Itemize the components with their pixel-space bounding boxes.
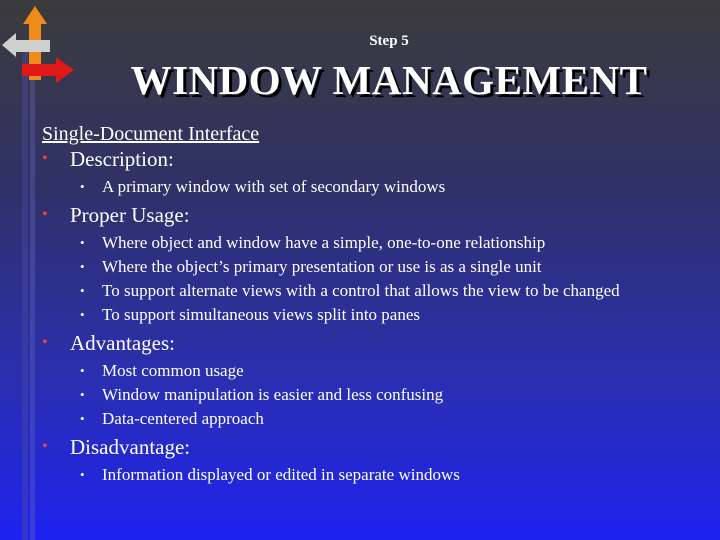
- sub-bullet-list: [42, 178, 692, 195]
- bullet-level1-text: Description:: [70, 147, 174, 171]
- bullet-level2: [42, 178, 692, 195]
- bullet-level2-text: Most common usage: [102, 361, 244, 380]
- bullet-icon: •: [42, 334, 48, 351]
- sub-bullet-icon: •: [80, 179, 85, 194]
- sub-bullet-list: [42, 234, 692, 323]
- bullet-level2-text: Information displayed or edited in separate windows: [102, 465, 460, 484]
- step-label: Step 5: [369, 33, 409, 49]
- bullet-level2-text: To support alternate views with a control that allows the view to be changed: [102, 281, 620, 300]
- left-stripe: [22, 50, 28, 540]
- slide-content: [42, 122, 692, 490]
- bullet-level2-text: Data-centered approach: [102, 409, 264, 428]
- bullet-level2: [42, 466, 692, 483]
- bullet-level2-text: To support simultaneous views split into panes: [102, 305, 421, 324]
- sub-bullet-icon: •: [80, 235, 85, 250]
- bullet-level2: [42, 386, 692, 403]
- sub-bullet-icon: •: [80, 411, 85, 426]
- bullet-level2: [42, 234, 692, 251]
- bullet-level1-text: Proper Usage:: [70, 203, 190, 227]
- bullet-level2: [42, 410, 692, 427]
- bullet-level1-text: Disadvantage:: [70, 435, 191, 459]
- sub-bullet-icon: •: [80, 307, 85, 322]
- sub-bullet-icon: •: [80, 283, 85, 298]
- section-heading: Single-Document Interface: [42, 123, 260, 145]
- bullet-level2-text: Window manipulation is easier and less confusing: [102, 385, 444, 404]
- bullet-level1: [42, 330, 692, 356]
- bullet-level1: [42, 202, 692, 228]
- bullet-icon: •: [42, 206, 48, 223]
- bullet-level2: [42, 362, 692, 379]
- bullet-level1-text: Advantages:: [70, 331, 175, 355]
- slide-title: WINDOW MANAGEMENT: [130, 57, 648, 103]
- bullet-level2-text: Where the object’s primary presentation or use is as a single unit: [102, 257, 542, 276]
- bullet-level1: [42, 146, 692, 172]
- bullet-list: [42, 146, 692, 483]
- bullet-level2: [42, 258, 692, 275]
- bullet-level2-text: A primary window with set of secondary windows: [102, 177, 446, 196]
- bullet-icon: •: [42, 438, 48, 455]
- bullet-icon: •: [42, 150, 48, 167]
- sub-bullet-list: [42, 466, 692, 483]
- sub-bullet-icon: •: [80, 467, 85, 482]
- sub-bullet-icon: •: [80, 387, 85, 402]
- sub-bullet-icon: •: [80, 363, 85, 378]
- bullet-level2-text: Where object and window have a simple, one-to-one relationship: [102, 233, 546, 252]
- sub-bullet-icon: •: [80, 259, 85, 274]
- bullet-level1: [42, 434, 692, 460]
- bullet-level2: [42, 282, 692, 299]
- sub-bullet-list: [42, 362, 692, 427]
- bullet-level2: [42, 306, 692, 323]
